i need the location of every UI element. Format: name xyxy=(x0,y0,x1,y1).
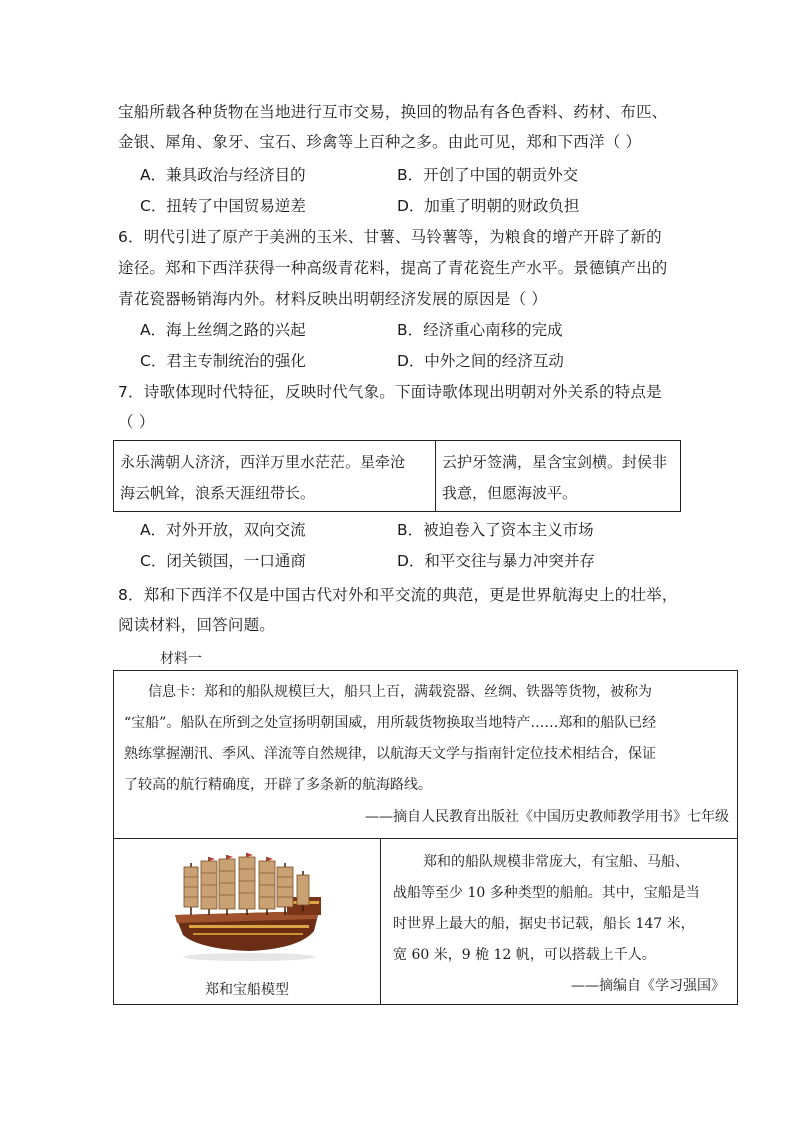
poem-1-line-1: 永乐满朝人济济，西洋万里水茫茫。星牵沧 xyxy=(120,453,406,471)
ship-description-source: ——摘编自《学习强国》 xyxy=(571,978,725,994)
material-table xyxy=(113,670,738,1005)
ship-description-line-1: 郑和的船队规模非常庞大，有宝船、马船、 xyxy=(423,854,689,870)
q5-option-c: C．扭转了中国贸易逆差 xyxy=(140,197,306,215)
ship-description-line-2: 战船等至少 10 多种类型的船舶。其中，宝船是当 xyxy=(393,885,700,901)
poem-2-line-1: 云护牙签满，星含宝剑横。封侯非 xyxy=(442,453,668,471)
q7-option-a: A．对外开放，双向交流 xyxy=(140,521,306,539)
info-card-line-4: 了较高的航行精确度，开辟了多条新的航海路线。 xyxy=(124,777,432,793)
ship-description-cell xyxy=(381,839,737,1004)
q7-option-b: B．被迫卷入了资本主义市场 xyxy=(397,521,594,539)
q6-text-line-1: 6．明代引进了原产于美洲的玉米、甘薯、马铃薯等，为粮食的增产开辟了新的 xyxy=(118,228,662,246)
q6-option-b: B．经济重心南移的完成 xyxy=(397,321,563,339)
q5-option-d: D．加重了明朝的财政负担 xyxy=(397,197,580,215)
q7-text-line-2: （ ） xyxy=(118,413,155,431)
poem-cell-1 xyxy=(114,441,436,511)
ship-image-caption: 郑和宝船模型 xyxy=(205,982,289,998)
info-card-line-2: “宝船”。船队在所到之处宣扬明朝国威，用所载货物换取当地特产……郑和的船队已经 xyxy=(124,715,657,731)
ship-description-line-4: 宽 60 米，9 桅 12 帆，可以搭载上千人。 xyxy=(393,947,656,963)
q7-text-line-1: 7．诗歌体现时代特征，反映时代气象。下面诗歌体现出明朝对外关系的特点是 xyxy=(118,383,662,401)
ship-image-cell xyxy=(114,839,381,1004)
q5-option-b: B．开创了中国的朝贡外交 xyxy=(397,166,579,184)
info-card-line-1: 信息卡：郑和的船队规模巨大，船只上百，满载瓷器、丝绸、铁器等货物，被称为 xyxy=(148,684,652,700)
q5-text-line-1: 宝船所载各种货物在当地进行互市交易，换回的物品有各色香料、药材、布匹、 xyxy=(118,103,668,121)
q6-text-line-3: 青花瓷器畅销海内外。材料反映出明朝经济发展的原因是（ ） xyxy=(118,290,548,308)
poem-2-line-2: 我意，但愿海波平。 xyxy=(442,484,578,502)
info-card-cell xyxy=(114,671,737,839)
info-card-source: ——摘自人民教育出版社《中国历史教师教学用书》七年级 xyxy=(365,809,729,825)
poem-table xyxy=(113,440,681,512)
q8-text-line-2: 阅读材料，回答问题。 xyxy=(118,616,276,634)
material-label: 材料一 xyxy=(160,651,202,667)
q8-text-line-1: 8．郑和下西洋不仅是中国古代对外和平交流的典范，更是世界航海史上的壮举， xyxy=(118,586,678,604)
q7-option-d: D．和平交往与暴力冲突并存 xyxy=(397,552,595,570)
q6-option-c: C．君主专制统治的强化 xyxy=(140,352,306,370)
ship-description-line-3: 时世界上最大的船，据史书记载，船长 147 米， xyxy=(393,916,695,932)
poem-1-line-2: 海云帆耸，浪系天涯纽带长。 xyxy=(120,484,316,502)
q6-option-a: A．海上丝绸之路的兴起 xyxy=(140,321,306,339)
q7-option-c: C．闭关锁国，一口通商 xyxy=(140,552,306,570)
info-card-line-3: 熟练掌握潮汛、季风、洋流等自然规律，以航海天文学与指南针定位技术相结合，保证 xyxy=(124,746,656,762)
q5-text-line-2: 金银、犀角、象牙、宝石、珍禽等上百种之多。由此可见，郑和下西洋（ ） xyxy=(118,133,642,151)
poem-cell-2 xyxy=(436,441,680,511)
q5-option-a: A．兼具政治与经济目的 xyxy=(140,166,306,184)
q6-text-line-2: 途径。郑和下西洋获得一种高级青花料，提高了青花瓷生产水平。景德镇产出的 xyxy=(118,259,668,277)
q6-option-d: D．中外之间的经济互动 xyxy=(397,352,564,370)
treasure-ship-model-image xyxy=(169,853,329,963)
